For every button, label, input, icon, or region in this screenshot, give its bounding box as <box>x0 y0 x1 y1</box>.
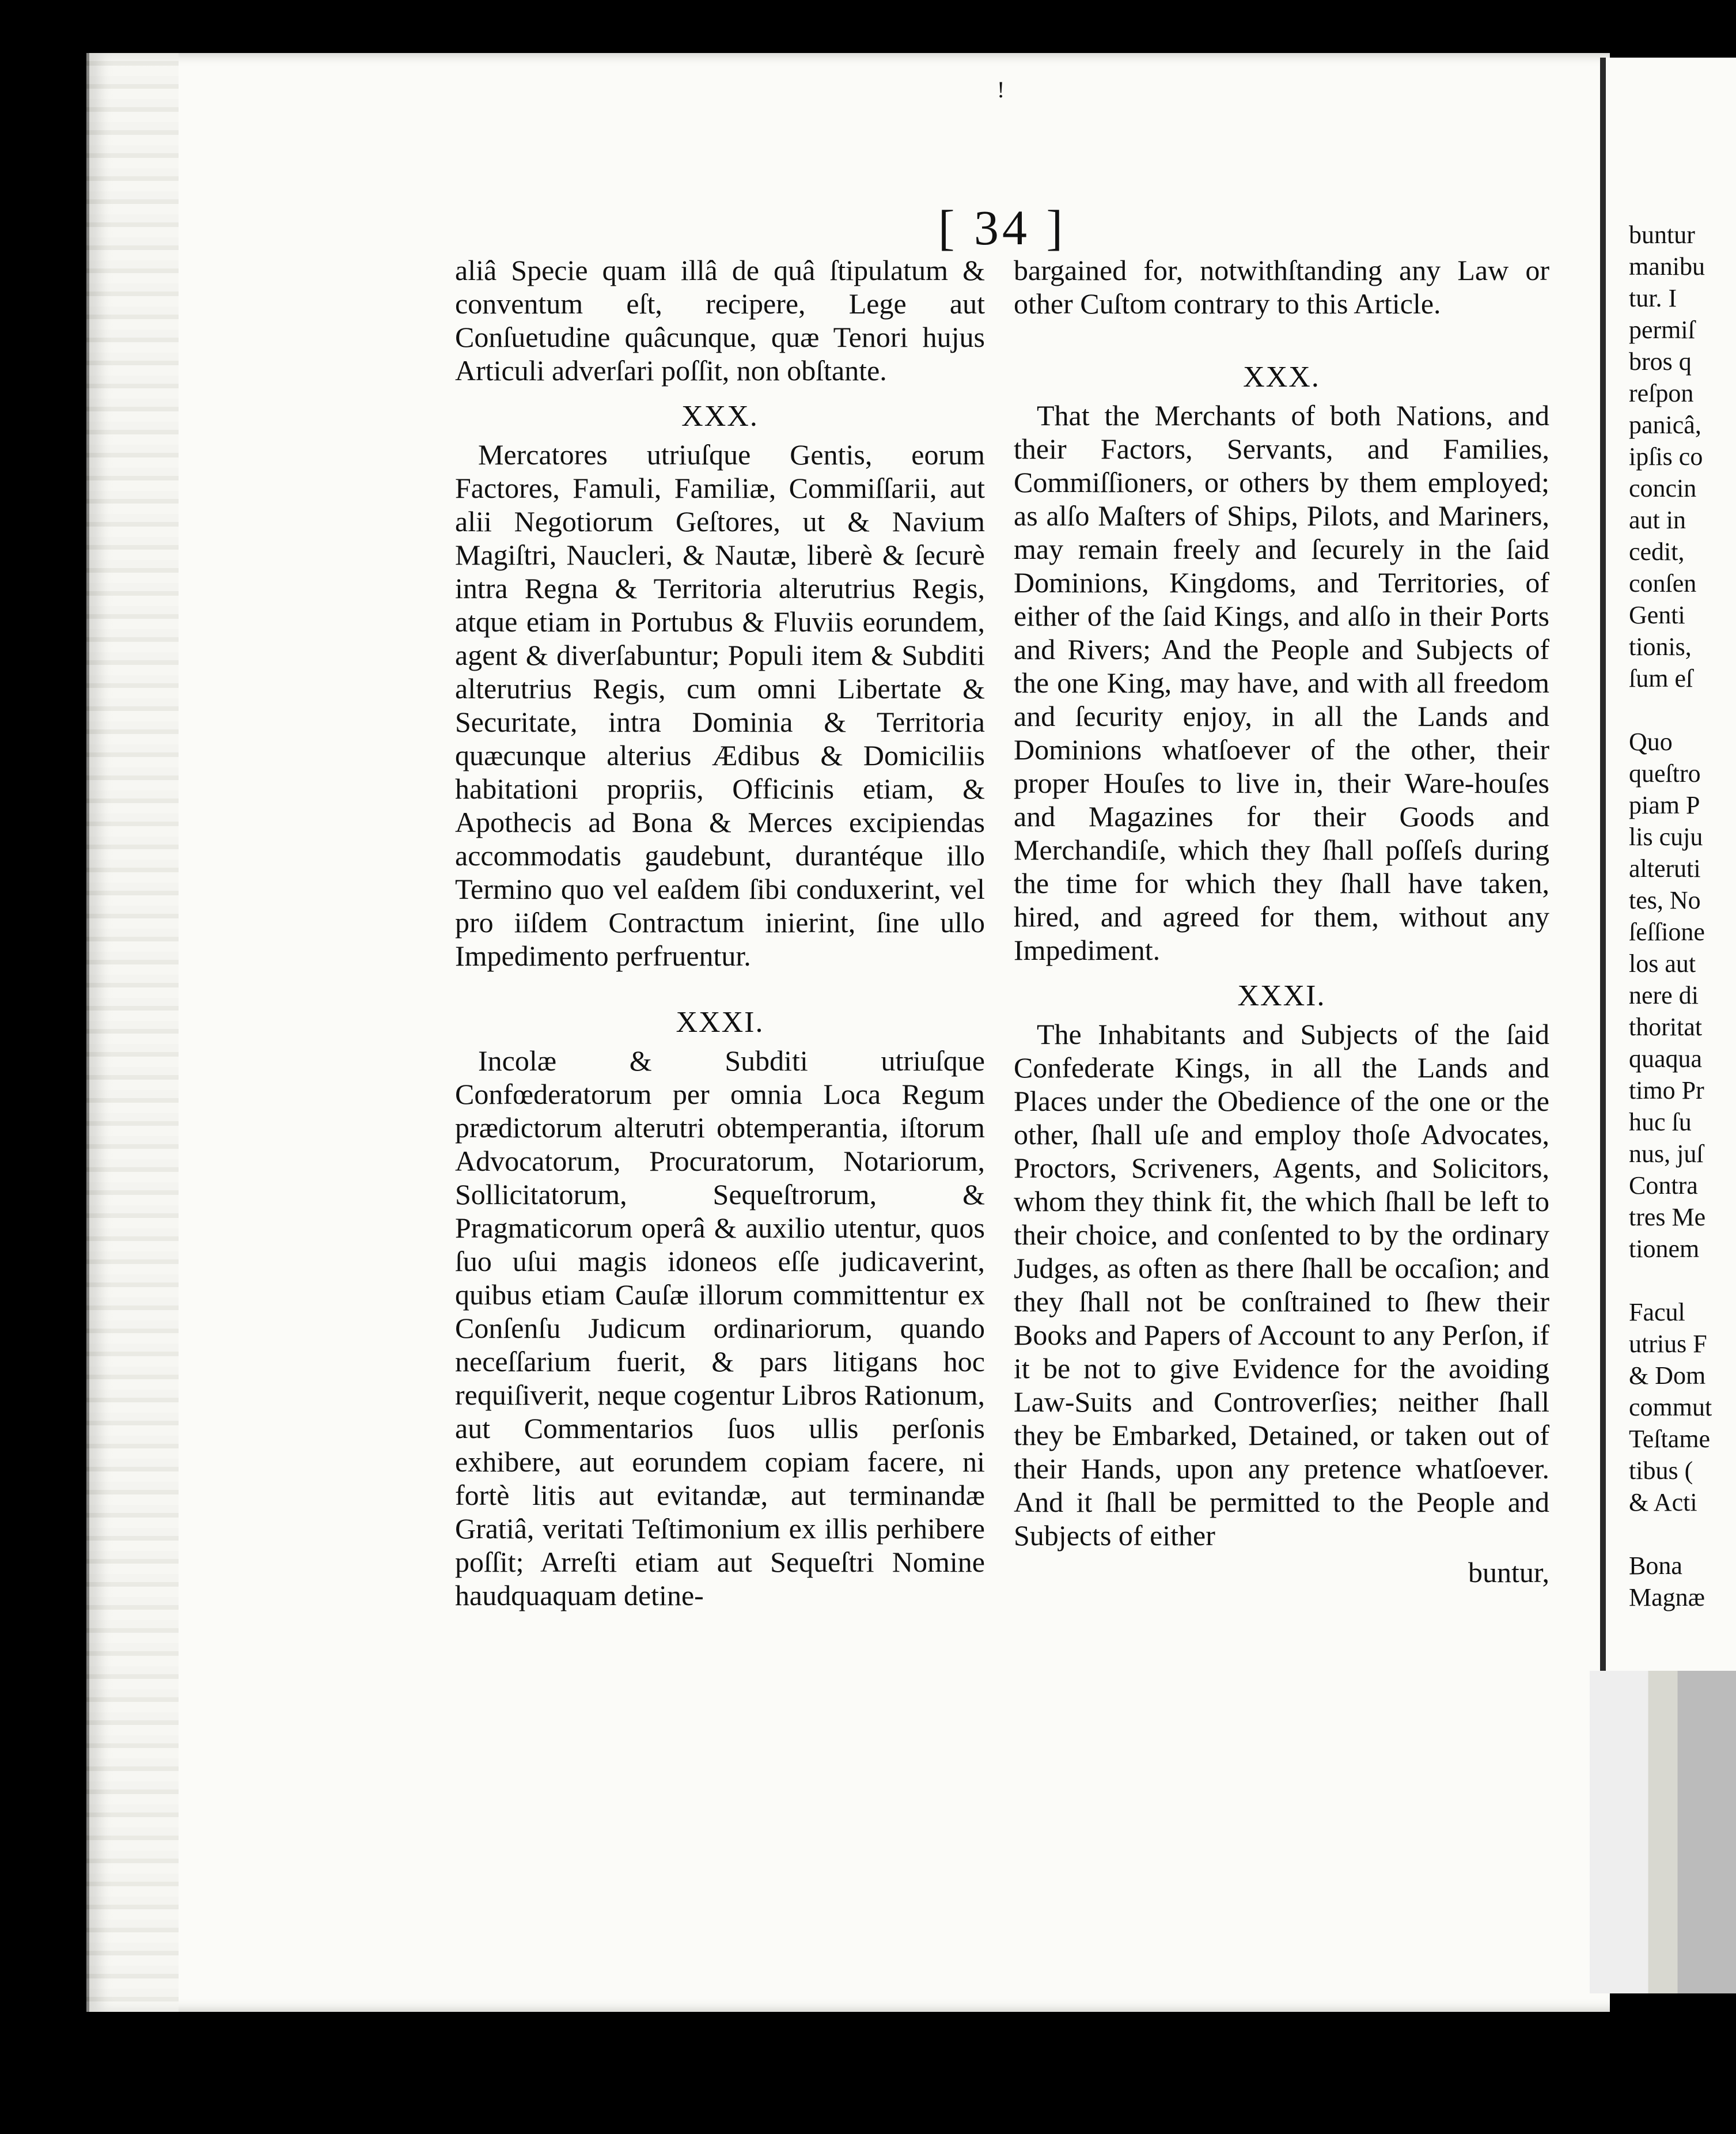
latin-article-31-heading: XXXI. <box>676 1006 764 1039</box>
adjacent-page-line: ſeſſione <box>1629 918 1705 946</box>
adjacent-page-line: timo Pr <box>1629 1076 1704 1104</box>
adjacent-page-line: manibu <box>1629 252 1705 281</box>
english-article-30-heading: XXX. <box>1243 361 1320 393</box>
adjacent-page-edge <box>1590 1671 1736 1993</box>
adjacent-page-line: utrius F <box>1629 1330 1707 1358</box>
adjacent-page-text <box>1606 58 1736 1613</box>
adjacent-page-line: & Dom <box>1629 1361 1706 1390</box>
adjacent-page-line: tibus ( <box>1629 1456 1693 1485</box>
adjacent-page-line: cedit, <box>1629 538 1685 566</box>
adjacent-page-line: ſum eſ <box>1629 664 1693 693</box>
adjacent-page-line: Magnæ <box>1629 1583 1705 1611</box>
adjacent-page-line: reſpon <box>1629 379 1694 407</box>
adjacent-page-line: Quo <box>1629 728 1673 756</box>
adjacent-page-line: huc ſu <box>1629 1108 1692 1136</box>
page-edge <box>86 53 179 2012</box>
latin-article-31-text: Incolæ & Subditi utriuſque Confœderatorum per omnia Loca Regum prædictorum alterutri obtemperantia, iſtorum Advocatorum, Procuratorum, Notariorum, Sollicitatorum, Sequeſtrorum, & Pragmaticorum operâ & auxilio utentur, quos ſuo uſui magis idoneos eſſe judicaverint, quibus etiam Cauſæ illorum committentur ex Conſenſu Judicum ordinariorum, quando neceſſarium fuerit, & pars litigans hoc requiſiverit, neque cogentur Libros Rationum, aut Commentarios ſuos ullis perſonis exhibere, aut eorundem copiam facere, ni fortè litis aut evitandæ, aut terminandæ Gratiâ, veritati Teſtimonium ex illis perhibere poſſit; Arreſti etiam aut Sequeſtri Nomine haudquaquam detine- <box>455 1045 985 1611</box>
adjacent-page-line: commut <box>1629 1393 1712 1421</box>
adjacent-page-line: aut in <box>1629 506 1686 534</box>
adjacent-page-line: tres Me <box>1629 1203 1706 1231</box>
adjacent-page-line: permiſ <box>1629 316 1695 344</box>
adjacent-page-line: bros q <box>1629 347 1692 376</box>
english-column <box>1014 253 1549 1589</box>
latin-article-30-heading: XXX. <box>681 400 759 433</box>
adjacent-page-line: Contra <box>1629 1171 1698 1200</box>
adjacent-page-line: Teſtame <box>1629 1425 1711 1453</box>
adjacent-page-line: tionem <box>1629 1235 1700 1263</box>
adjacent-page-line: nere di <box>1629 981 1699 1009</box>
adjacent-page-line: Bona <box>1629 1552 1682 1580</box>
page-mark: ! <box>997 77 1005 103</box>
adjacent-page-line: tes, No <box>1629 886 1701 914</box>
catchword: buntur, <box>1468 1556 1549 1588</box>
adjacent-page-line: & Acti <box>1629 1488 1697 1516</box>
english-article-31-text: The Inhabitants and Subjects of the ſaid Confederate Kings, in all the Lands and Places under the Obedience of the one or the other, ſhall uſe and employ thoſe Advocates, Proctors, Scriveners, Agents, and Solicitors, whom they think fit, the which ſhall be left to their choice, and conſented to by the ordinary Judges, as often as there ſhall be occaſion; and they ſhall not be conſtrained to ſhew their Books and Papers of Account to any Perſon, if it be not to give Evidence for the avoiding Law-Suits and Controverſies; neither ſhall they be Embarked, Detained, or taken out of their Hands, upon any pretence whatſoever. And it ſhall be permitted to the People and Subjects of either <box>1014 1018 1549 1552</box>
latin-opening: aliâ Specie quam illâ de quâ ſtipulatum & conventum eſt, recipere, Lege aut Conſuetudine quâcunque, quæ Tenori hujus Articuli adverſari poſſit, non obſtante. <box>455 254 985 387</box>
adjacent-page-line <box>1606 694 1736 726</box>
adjacent-page-line: los aut <box>1629 949 1696 978</box>
adjacent-page-line: tur. I <box>1629 284 1677 312</box>
adjacent-page-line: thoritat <box>1629 1013 1703 1041</box>
adjacent-page-line: concin <box>1629 474 1697 502</box>
adjacent-page-line: quaqua <box>1629 1045 1703 1073</box>
adjacent-page-line: panicâ, <box>1629 411 1701 439</box>
adjacent-page-line <box>1606 1518 1736 1550</box>
english-article-31-heading: XXXI. <box>1237 979 1326 1012</box>
adjacent-page-line: ipſis co <box>1629 442 1703 471</box>
adjacent-page-line: lis cuju <box>1629 823 1703 851</box>
latin-column <box>455 253 985 1612</box>
adjacent-page-line: conſen <box>1629 569 1697 597</box>
adjacent-page-line: Genti <box>1629 601 1685 629</box>
adjacent-page-line: buntur <box>1629 221 1695 249</box>
adjacent-page-line <box>1606 1265 1736 1296</box>
adjacent-page <box>1600 58 1736 1671</box>
latin-article-30-text: Mercatores utriuſque Gentis, eorum Factores, Famuli, Familiæ, Commiſſarii, aut alii Negotiorum Geſtores, ut & Navium Magiſtri, Naucleri, & Nautæ, liberè & ſecurè intra Regna & Territoria alterutrius Regis, atque etiam in Portubus & Fluviis eorundem, agent & diverſabuntur; Populi item & Subditi alterutrius Regis, cum omni Libertate & Securitate, intra Dominia & Territoria quæcunque alterius Ædibus & Domiciliis habitationi propriis, Officinis etiam, & Apothecis ad Bona & Merces excipiendas accommodatis gaudebunt, durantéque illo Termino quo vel eaſdem ſibi conduxerint, vel pro iiſdem Contractum inierint, ſine ullo Impedimento perfruentur. <box>455 438 985 972</box>
adjacent-page-line: tionis, <box>1629 633 1692 661</box>
adjacent-page-line: piam P <box>1629 791 1700 819</box>
page-number: [ 34 ] <box>938 200 1067 255</box>
adjacent-page-line: nus, juſ <box>1629 1140 1704 1168</box>
adjacent-page-line: queſtro <box>1629 759 1701 788</box>
english-article-30-text: That the Merchants of both Nations, and their Factors, Servants, and Families, Commiſſioners, or others by them employed; as alſo Maſters of Ships, Pilots, and Mariners, may remain freely and ſecurely in the ſaid Dominions, Kingdoms, and Territories, of either of the ſaid Kings, and alſo in their Ports and Rivers; And the People and Subjects of the one King, may have, and with all freedom and ſecurity enjoy, in all the Lands and Dominions whatſoever of the other, their proper Houſes to live in, their Ware-houſes and Magazines for their Goods and Merchandiſe, which they ſhall poſſeſs during the time for which they ſhall have taken, hired, and agreed for them, without any Impediment. <box>1014 399 1549 966</box>
adjacent-page-line: alteruti <box>1629 854 1701 883</box>
english-opening: bargained for, notwithſtanding any Law or other Cuſtom contrary to this Article. <box>1014 254 1549 320</box>
adjacent-page-line: Facul <box>1629 1298 1685 1326</box>
